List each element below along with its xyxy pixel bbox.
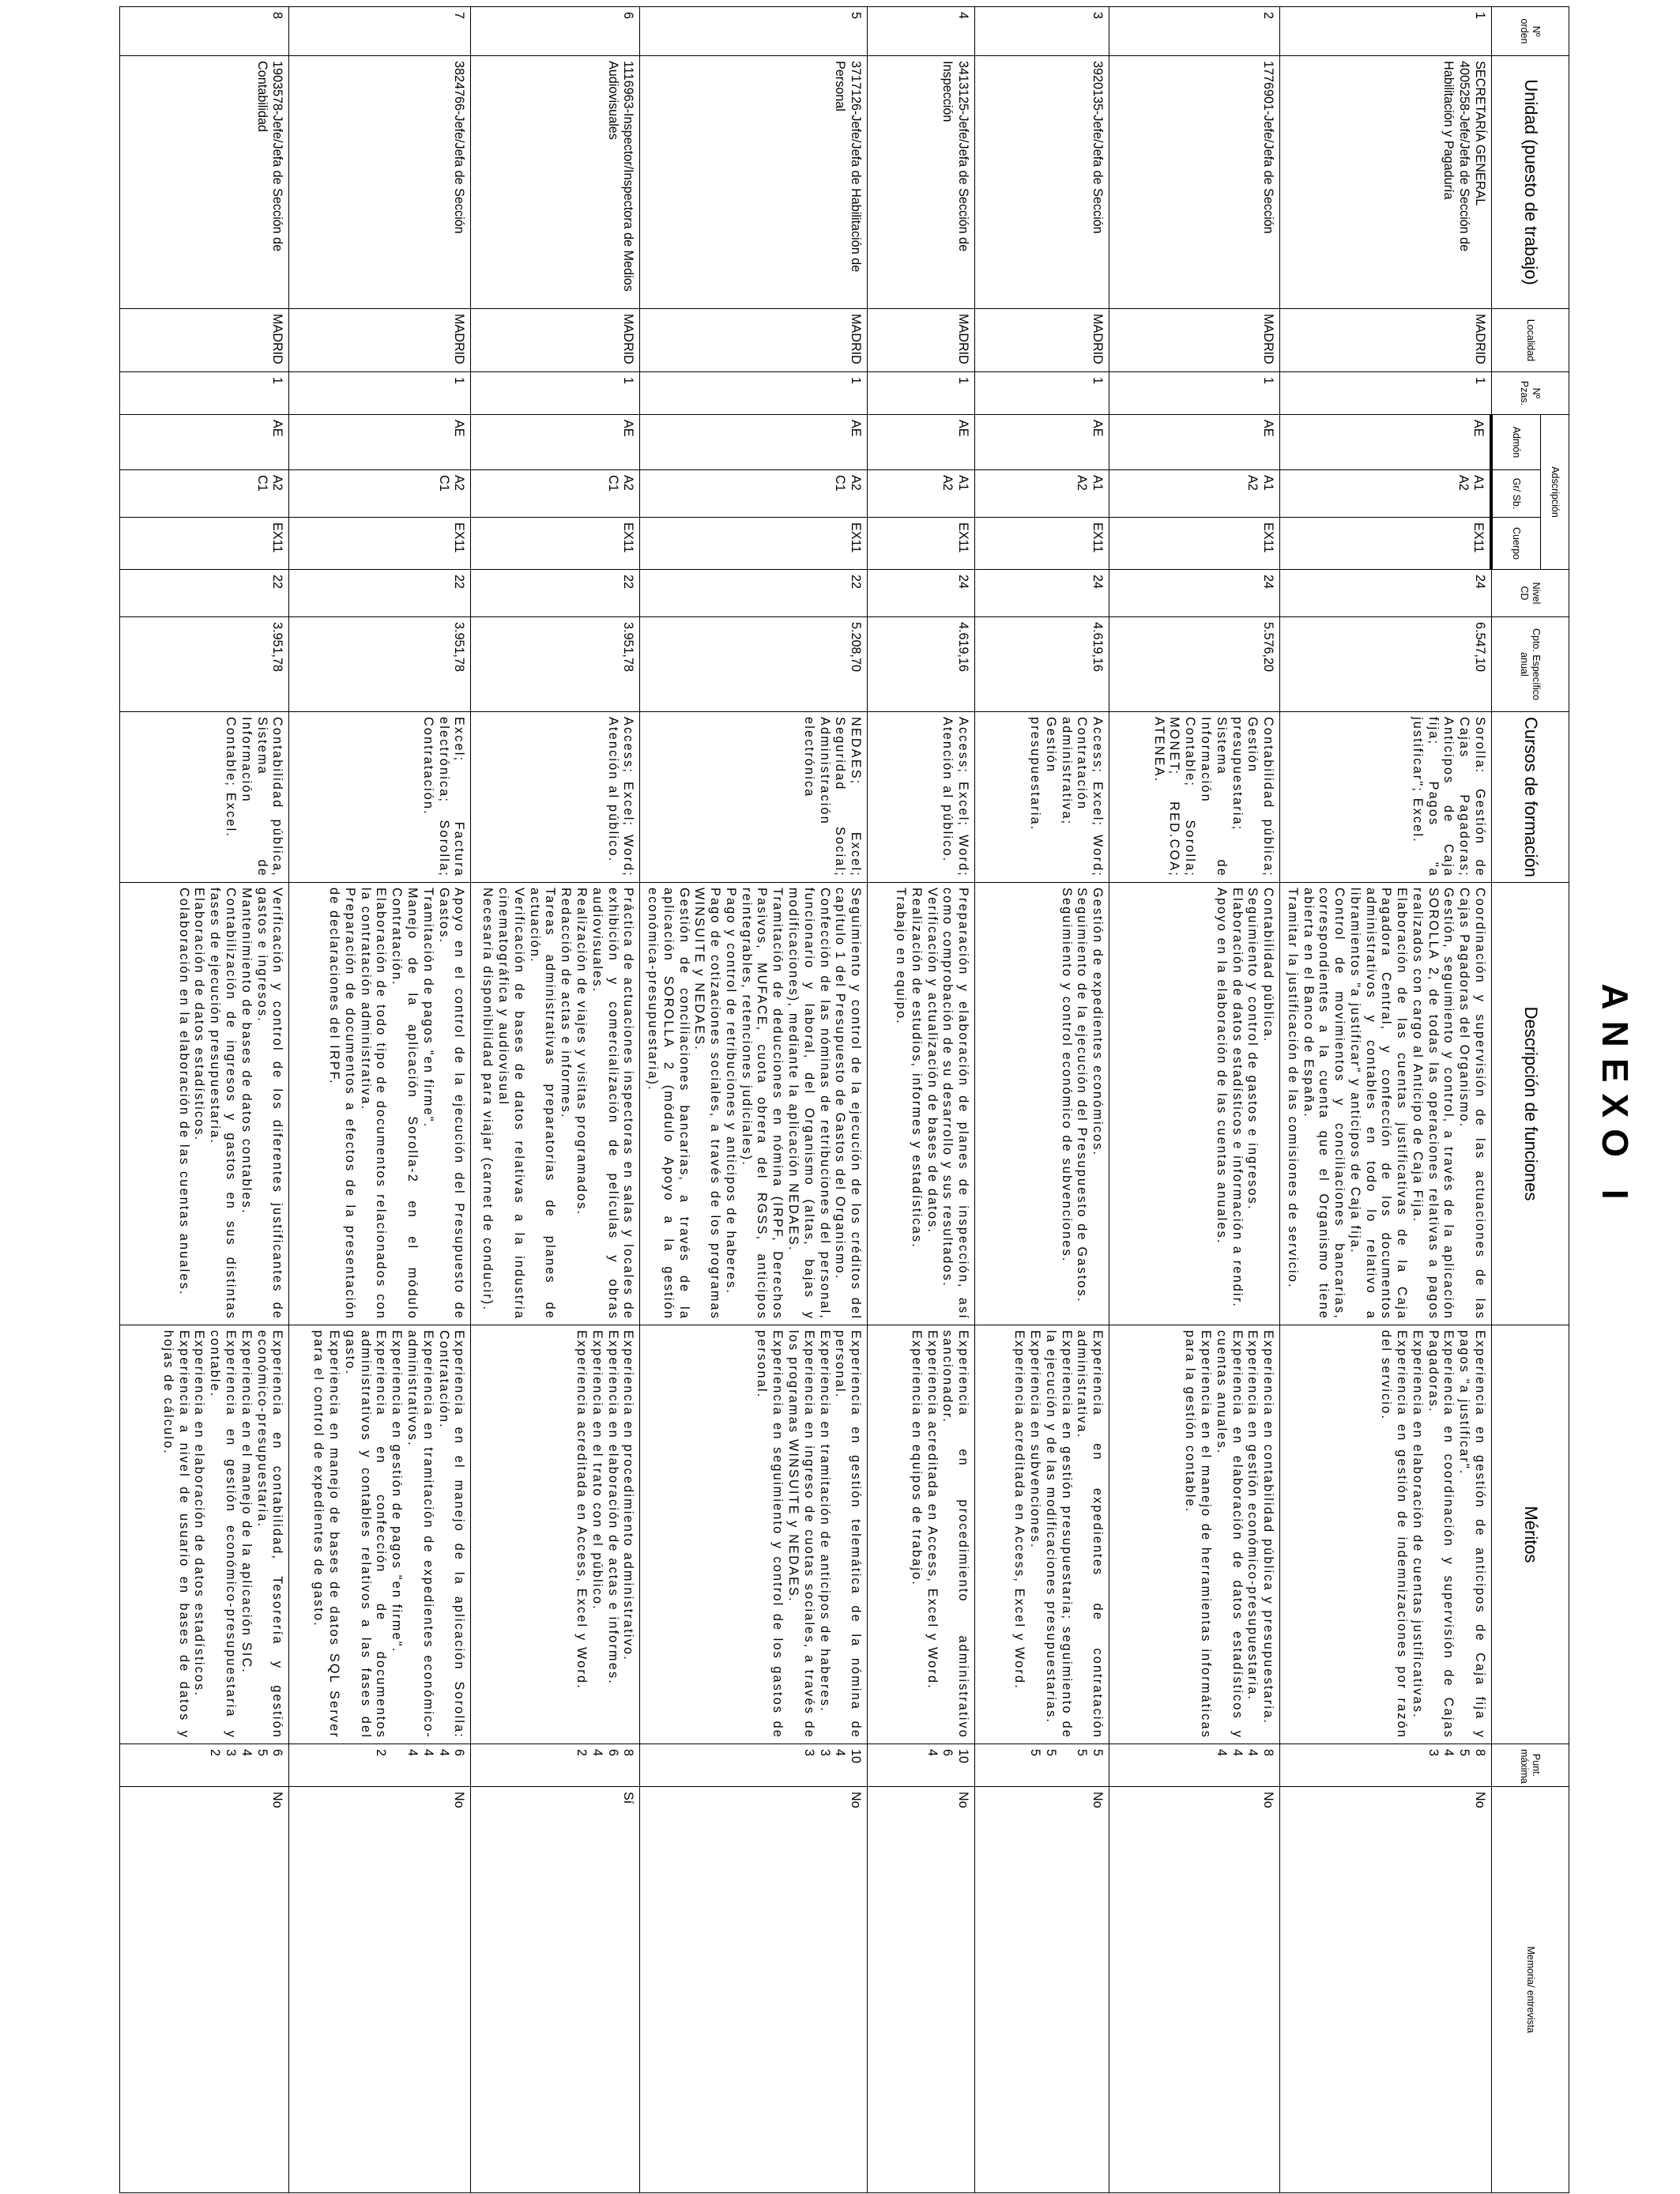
cpto-cell [1109, 617, 1280, 712]
meritos-cell-text: Experiencia en procedimiento administrativo sancionador. Experiencia acreditada en Access, Excel y Word. Experiencia en equipos de trabajo. [909, 1330, 971, 1739]
localidad-cell [289, 309, 471, 372]
cursos-cell [289, 712, 471, 883]
punt-value: 4 [1214, 1749, 1229, 1757]
nivel-cell-text: 22 [849, 575, 864, 590]
punt-value: 8 [1473, 1749, 1487, 1757]
punt-value: 5 [1457, 1749, 1472, 1757]
grsb-cell-text: A1 A2 [1456, 475, 1486, 491]
punt-value: 4 [590, 1749, 605, 1757]
cuerpo-cell-text: EX11 [849, 522, 864, 553]
orden-cell-text: 7 [452, 12, 467, 20]
admon-cell [289, 415, 471, 470]
descripcion-cell [640, 883, 868, 1325]
header-admon: Admón [1492, 415, 1541, 470]
nivel-cell-text: 24 [1473, 575, 1487, 590]
grsb-cell [640, 470, 868, 518]
meritos-cell-text: Experiencia en gestión telemática de la nómina de personal. Experiencia en tramitación de anticipos de haberes. Experiencia en ingreso de cuotas sociales, a través de los programas WINSUITE y NEDAES. Experiencia en seguimiento y control de los gastos de personal. [755, 1330, 864, 1739]
descripcion-cell-text: Verificación y control de los diferentes justificantes de gastos e ingresos. Mantenimiento de bases de datos contables. Contabilización de ingresos y gastos en sus distintas fases de ejecución presupuestaria. Elaboración de datos estadísticos. Colaboración en la elaboración de las cuentas anuales. [176, 888, 285, 1320]
memoria-cell-text: No [849, 1792, 864, 1808]
nivel-cell [120, 570, 289, 617]
localidad-cell [120, 309, 289, 372]
nivel-cell [868, 570, 975, 617]
memoria-cell [471, 1787, 640, 2193]
meritos-cell [868, 1325, 975, 1744]
cpto-cell-text: 4.619,16 [956, 622, 971, 673]
nivel-cell [289, 570, 471, 617]
unidad-cell-text: 3717126-Jefe/Jefa de Habilitación de Personal [833, 61, 864, 273]
localidad-cell-text: MADRID [849, 314, 864, 364]
nivel-cell-text: 24 [956, 575, 971, 590]
punt-value [389, 1749, 405, 1781]
punt-value [1058, 1749, 1074, 1781]
nivel-cell-text: 22 [621, 575, 636, 590]
unidad-cell [1280, 56, 1492, 309]
meritos-cell [1109, 1325, 1280, 1744]
grsb-cell [868, 470, 975, 518]
descripcion-cell [471, 883, 640, 1325]
admon-cell-text: AE [956, 420, 971, 437]
cuerpo-cell [868, 518, 975, 570]
memoria-cell-text: No [1473, 1792, 1487, 1808]
unidad-cell-text: 1903578-Jefe/Jefa de Sección de Contabilidad [254, 61, 285, 252]
grsb-cell-text: A2 C1 [436, 475, 467, 492]
punt-value: 2 [574, 1749, 590, 1757]
descripcion-cell [1109, 883, 1280, 1325]
nivel-cell [1280, 570, 1492, 617]
meritos-cell-text: Experiencia en gestión de anticipos de Caja fija y pagos "a justificar". Experiencia en coordinación y supervisión de Cajas Pagadoras. Experiencia en elaboración de cuentas justificativas. Experiencia en gestión de indemnizaciones por razón del servicio. [1379, 1330, 1487, 1739]
punt-cell [471, 1744, 640, 1787]
punt-cell [1109, 1744, 1280, 1787]
table-row [1109, 7, 1280, 2193]
punt-cell [120, 1744, 289, 1787]
header-cursos: Cursos de formación [1492, 712, 1569, 883]
header-nivel: Nivel CD [1492, 570, 1569, 617]
nivel-cell-text: 24 [1090, 575, 1106, 590]
grsb-cell-text: A2 C1 [605, 475, 636, 492]
cursos-cell [868, 712, 975, 883]
pzas-cell [1280, 372, 1492, 415]
localidad-cell [640, 309, 868, 372]
localidad-cell [471, 309, 640, 372]
cuerpo-cell [289, 518, 471, 570]
grsb-cell-text: A2 C1 [833, 475, 864, 492]
punt-value: 6 [270, 1749, 285, 1757]
memoria-cell-text: No [270, 1792, 285, 1808]
cuerpo-cell [120, 518, 289, 570]
localidad-cell-text: MADRID [1473, 314, 1487, 364]
nivel-cell-text: 24 [1261, 575, 1276, 590]
punt-cell [975, 1744, 1109, 1787]
table-row [640, 7, 868, 2193]
descripcion-cell [975, 883, 1109, 1325]
cursos-cell-text: Access; Excel; Word; Contratación administrativa; Gestión presupuestaria. [1027, 717, 1106, 877]
punt-value: 4 [405, 1749, 420, 1757]
nivel-cell-text: 22 [452, 575, 467, 590]
cpto-cell-text: 4.619,16 [1090, 622, 1106, 673]
orden-cell-text: 5 [849, 12, 864, 20]
header-localidad: Localidad [1492, 309, 1569, 372]
meritos-cell-text: Experiencia en procedimiento administrativo. Experiencia en elaboración de actas e informes. Experiencia en el trato con el público. Experiencia acreditada en Access, Excel y Word. [574, 1330, 636, 1690]
meritos-cell [471, 1325, 640, 1744]
orden-cell [120, 7, 289, 56]
pzas-cell-text: 1 [1090, 377, 1106, 385]
admon-cell [975, 415, 1109, 470]
cursos-cell [1280, 712, 1492, 883]
cursos-cell [640, 712, 868, 883]
punt-value: 4 [436, 1749, 451, 1757]
cursos-cell [1109, 712, 1280, 883]
memoria-cell [975, 1787, 1109, 2193]
pzas-cell [1109, 372, 1280, 415]
header-descripcion: Descripción de funciones [1492, 883, 1569, 1325]
pzas-cell [868, 372, 975, 415]
meritos-cell-text: Experiencia en expedientes de contratación administrativa. Experiencia en gestión presupuestaria; seguimiento de la ejecución y de las modificaciones presupuestarias. Experiencia en subvenciones. Experiencia acreditada en Access, Excel y Word. [1012, 1330, 1106, 1739]
positions-table [119, 6, 1569, 2193]
admon-cell [120, 415, 289, 470]
meritos-cell [289, 1325, 471, 1744]
unidad-cell [640, 56, 868, 309]
admon-cell-text: AE [452, 420, 467, 437]
pzas-cell-text: 1 [849, 377, 864, 385]
memoria-cell-text: No [1090, 1792, 1106, 1808]
localidad-cell-text: MADRID [621, 314, 636, 364]
descripcion-cell-text: Práctica de actuaciones inspectoras en salas y locales de exhibición y comercialización de películas y obras audiovisuales. Realización de viajes y visitas programados. Redacción de actas e informes. Tareas administrativas preparatorias de planes de actuación. Verificación de bases de datos relativas a la industria cinematográfica y audiovisual Necesaria disponibilidad para viajar (carnet de conducir). [480, 888, 636, 1320]
header-memoria: Memoria/ entrevista [1492, 1787, 1569, 2193]
memoria-cell [289, 1787, 471, 2193]
header-unidad: Unidad (puesto de trabajo) [1492, 56, 1569, 309]
localidad-cell-text: MADRID [452, 314, 467, 364]
header-punt: Punt. máxima [1492, 1744, 1569, 1787]
punt-value: 6 [452, 1749, 467, 1757]
pzas-cell [975, 372, 1109, 415]
cuerpo-cell-text: EX11 [270, 522, 285, 553]
punt-value: 2 [208, 1749, 223, 1757]
admon-cell-text: AE [621, 420, 636, 437]
orden-cell [868, 7, 975, 56]
grsb-cell-text: A1 A2 [1245, 475, 1276, 491]
memoria-cell-text: No [452, 1792, 467, 1808]
cpto-cell-text: 3.951,78 [621, 622, 636, 673]
cpto-cell [471, 617, 640, 712]
punt-value: 5 [1075, 1749, 1090, 1757]
unidad-cell-text: 3413125-Jefe/Jefa de Sección de Inspección [940, 61, 971, 252]
cuerpo-cell [1280, 518, 1492, 570]
punt-value: 3 [1426, 1749, 1441, 1757]
admon-cell [1280, 415, 1492, 470]
punt-value: 3 [801, 1749, 816, 1757]
meritos-cell [1280, 1325, 1492, 1744]
cuerpo-cell-text: EX11 [452, 522, 467, 553]
admon-cell-text: AE [1261, 420, 1276, 437]
punt-value: 3 [817, 1749, 832, 1757]
memoria-cell-text: No [956, 1792, 971, 1808]
punt-value: 4 [925, 1749, 940, 1757]
cpto-cell [289, 617, 471, 712]
cuerpo-cell [471, 518, 640, 570]
punt-cell [640, 1744, 868, 1787]
cuerpo-cell-text: EX11 [1090, 522, 1106, 553]
grsb-cell [1109, 470, 1280, 518]
descripcion-cell [868, 883, 975, 1325]
punt-value: 4 [1230, 1749, 1245, 1757]
unidad-cell-text: 1116963-Inspector/Inspectora de Medios Audiovisuales [605, 61, 636, 292]
memoria-cell [1280, 1787, 1492, 2193]
admon-cell [471, 415, 640, 470]
meritos-cell [975, 1325, 1109, 1744]
grsb-cell [289, 470, 471, 518]
cursos-cell-text: NEDAES; Excel; Seguridad Social; Administración electrónica [801, 717, 864, 877]
localidad-cell-text: MADRID [956, 314, 971, 364]
table-body [120, 7, 1492, 2193]
header-grsb: Gr/ Sb. [1492, 470, 1541, 518]
meritos-cell-text: Experiencia en contabilidad, Tesorería y gestión económico-presupuestaria. Experiencia en el manejo de la aplicación SIC. Experiencia en gestión económico-presupuestaria y contable. Experiencia en elaboración de datos estadísticos. Experiencia a nivel de usuario en bases de datos y hojas de cálculo. [160, 1330, 285, 1739]
cuerpo-cell-text: EX11 [1261, 522, 1276, 553]
orden-cell-text: 2 [1261, 12, 1276, 20]
table-row [1280, 7, 1492, 2193]
header-orden: Nº orden [1492, 7, 1569, 56]
cursos-cell [975, 712, 1109, 883]
cpto-cell [868, 617, 975, 712]
cpto-cell [1280, 617, 1492, 712]
pzas-cell-text: 1 [956, 377, 971, 385]
cursos-cell-text: Access; Excel; Word; Atención al público. [605, 717, 636, 877]
unidad-cell [1109, 56, 1280, 309]
punt-value: 10 [849, 1749, 864, 1764]
pzas-cell [640, 372, 868, 415]
cuerpo-cell-text: EX11 [1471, 522, 1486, 553]
nivel-cell [975, 570, 1109, 617]
cursos-cell [471, 712, 640, 883]
pzas-cell [120, 372, 289, 415]
table-row [289, 7, 471, 2193]
header-meritos: Méritos [1492, 1325, 1569, 1744]
meritos-cell [640, 1325, 868, 1744]
pzas-cell-text: 1 [452, 377, 467, 385]
grsb-cell [1280, 470, 1492, 518]
header-cuerpo: Cuerpo [1492, 518, 1541, 570]
grsb-cell-text: A1 A2 [1075, 475, 1106, 491]
punt-value: 4 [833, 1749, 848, 1757]
memoria-cell [868, 1787, 975, 2193]
header-cpto: Cpto. Específico anual [1492, 617, 1569, 712]
localidad-cell [1109, 309, 1280, 372]
pzas-cell [471, 372, 640, 415]
cuerpo-cell-text: EX11 [621, 522, 636, 553]
cuerpo-cell [640, 518, 868, 570]
punt-value: 4 [1441, 1749, 1456, 1757]
pzas-cell-text: 1 [1473, 377, 1487, 385]
descripcion-cell-text: Apoyo en el control de la ejecución del Presupuesto de Gastos. Tramitación de pagos "en firme". Manejo de la aplicación Sorolla-2 en el módulo Contratación. Elaboración de todo tipo de documentos relacionados con la contratación administrativa. Preparación de documentos a efectos de la presentación de declaraciones del IRPF. [327, 888, 467, 1320]
unidad-cell-text: 3920135-Jefe/Jefa de Sección [1090, 61, 1106, 234]
nivel-cell [1109, 570, 1280, 617]
punt-value: 10 [956, 1749, 971, 1764]
meritos-cell-text: Experiencia en el manejo de la aplicación Sorolla: Contratación. Experiencia en tramitación de expedientes económico-administrativos. Experiencia en gestión de pagos "en firme". Experiencia en confección de documentos administrativos y contables relativos a las fases del gasto. Experiencia en manejo de bases de datos SQL Server para el control de expedientes de gasto. [311, 1330, 467, 1739]
unidad-cell [289, 56, 471, 309]
punt-value: 6 [940, 1749, 955, 1757]
orden-cell [640, 7, 868, 56]
grsb-cell-text: A2 C1 [254, 475, 285, 492]
cpto-cell-text: 3.951,78 [270, 622, 285, 673]
punt-value: 5 [1027, 1749, 1042, 1757]
orden-cell-text: 1 [1473, 12, 1487, 20]
header-pzas: Nº Pzas. [1492, 372, 1569, 415]
memoria-cell-text: Sí [621, 1792, 636, 1804]
punt-value: 8 [621, 1749, 636, 1757]
unidad-cell-text: 3824766-Jefe/Jefa de Sección [452, 61, 467, 234]
descripcion-cell [289, 883, 471, 1325]
descripcion-cell-text: Seguimiento y control de la ejecución de los créditos del capítulo 1 del Presupuesto de Gastos del Organismo. Confección de las nóminas de retribuciones del personal, funcionario y laboral, del Organismo (altas, bajas y modificaciones), mediante la aplicación NEDAES. Tramitación de deducciones en nómina (IRPF, Derechos Pasivos, MUFACE, cuota obrera del RGSS, anticipos reintegrables, retenciones judiciales). Pago y control de retribuciones y anticipos de haberes. Pago de cotizaciones sociales, a través de los programas WINSUITE y NEDAES. Gestión de conciliaciones bancarias, a través de la aplicación SOROLLA 2 (módulo Apoyo a la gestión económica-presupuestaria). [646, 888, 864, 1320]
cpto-cell-text: 6.547,10 [1473, 622, 1487, 673]
punt-value: 8 [1261, 1749, 1276, 1757]
memoria-cell [120, 1787, 289, 2193]
punt-value: 5 [1043, 1749, 1058, 1757]
punt-value: 3 [224, 1749, 239, 1757]
punt-value: 4 [420, 1749, 435, 1757]
meritos-cell-text: Experiencia en contabilidad pública y presupuestaria. Experiencia en gestión económico-presupuestaria. Experiencia en elaboración de datos estadísticos y cuentas anuales. Experiencia en el manejo de herramientas informáticas para la gestión contable. [1183, 1330, 1276, 1739]
grsb-cell [975, 470, 1109, 518]
punt-value: 2 [374, 1749, 389, 1757]
table-row [975, 7, 1109, 2193]
localidad-cell [868, 309, 975, 372]
punt-cell [868, 1744, 975, 1787]
table-row [120, 7, 289, 2193]
nivel-cell [471, 570, 640, 617]
descripcion-cell-text: Coordinación y supervisión de las actuaciones de las Cajas Pagadoras del Organismo. Gestión, seguimiento y control, a través de la aplicación SOROLLA 2, de todas las operaciones relativas a pagos realizados con cargo al Anticipo de Caja Fija. Elaboración de las cuentas justificativas de la Caja Pagadora Central, y confección de los documentos administrativos y contables en todo lo relativo a libramientos "a justificar" y anticipos de Caja fija. Control de movimientos y conciliaciones bancarias, correspondientes a la cuenta que el Organismo tiene abierta en el Banco de España. Tramitar la justificación de las comisiones de servicio. [1285, 888, 1487, 1320]
punt-value: 5 [254, 1749, 269, 1757]
cursos-cell-text: Sorolla: Gestión de Cajas Pagadoras; Anticipos de Caja fija; Pagos "a justificar"; Excel. [1410, 717, 1487, 877]
orden-cell [1109, 7, 1280, 56]
grsb-cell-text: A1 A2 [940, 475, 971, 491]
table-row [471, 7, 640, 2193]
descripcion-cell-text: Gestión de expedientes económicos. Seguimiento de la ejecución del Presupuesto de Gastos. Seguimiento y control económico de subvenciones. [1059, 888, 1106, 1303]
unidad-cell-text: SECRETARÍA GENERAL 4005258-Jefe/Jefa de Sección de Habilitación y Pagaduría [1441, 61, 1487, 252]
admon-cell-text: AE [1090, 420, 1106, 437]
descripcion-cell [120, 883, 289, 1325]
punt-value: 6 [605, 1749, 620, 1757]
admon-cell [640, 415, 868, 470]
nivel-cell [640, 570, 868, 617]
orden-cell-text: 3 [1090, 12, 1106, 20]
punt-value: 4 [239, 1749, 254, 1757]
localidad-cell-text: MADRID [1261, 314, 1276, 364]
cursos-cell-text: Access; Excel; Word; Atención al público. [940, 717, 971, 877]
orden-cell [1280, 7, 1492, 56]
cpto-cell [975, 617, 1109, 712]
pzas-cell-text: 1 [621, 377, 636, 385]
descripcion-cell-text: Preparación y elaboración de planes de inspección, así como comprobación de su desarrollo y sus resultados. Verificación y actualización de bases de datos. Realización de estudios, informes y estadísticas. Trabajo en equipo. [893, 888, 971, 1320]
unidad-cell [120, 56, 289, 309]
page-title: ANEXO I [1595, 983, 1636, 1211]
pzas-cell [289, 372, 471, 415]
meritos-cell [120, 1325, 289, 1744]
unidad-cell [868, 56, 975, 309]
cuerpo-cell [975, 518, 1109, 570]
cpto-cell [640, 617, 868, 712]
orden-cell-text: 4 [956, 12, 971, 20]
cpto-cell [120, 617, 289, 712]
cuerpo-cell-text: EX11 [956, 522, 971, 553]
cuerpo-cell [1109, 518, 1280, 570]
table-row [868, 7, 975, 2193]
localidad-cell-text: MADRID [1090, 314, 1106, 364]
punt-cell [1280, 1744, 1492, 1787]
cpto-cell-text: 5.576,20 [1261, 622, 1276, 673]
grsb-cell [471, 470, 640, 518]
memoria-cell [640, 1787, 868, 2193]
pzas-cell-text: 1 [1261, 377, 1276, 385]
orden-cell-text: 6 [621, 12, 636, 20]
descripcion-cell-text: Contabilidad pública. Seguimiento y control de gastos e ingresos. Elaboración de datos estadísticos e información a rendir. Apoyo en la elaboración de las cuentas anuales. [1214, 888, 1276, 1309]
memoria-cell-text: No [1261, 1792, 1276, 1808]
unidad-cell [975, 56, 1109, 309]
admon-cell [1109, 415, 1280, 470]
admon-cell [868, 415, 975, 470]
admon-cell-text: AE [270, 420, 285, 437]
cpto-cell-text: 5.208,70 [849, 622, 864, 673]
descripcion-cell [1280, 883, 1492, 1325]
admon-cell-text: AE [1471, 420, 1486, 437]
punt-cell [289, 1744, 471, 1787]
grsb-cell [120, 470, 289, 518]
cursos-cell-text: Contabilidad pública; Gestión presupuestaria; Sistema de Información Contable; Sorolla; MONET; RED.COA; ATENEA. [1151, 717, 1276, 877]
nivel-cell-text: 22 [270, 575, 285, 590]
header-adscripcion: Adscripción [1541, 415, 1569, 570]
pzas-cell-text: 1 [270, 377, 285, 385]
punt-value: 5 [1090, 1749, 1106, 1757]
unidad-cell-text: 1776901-Jefe/Jefa de Sección [1261, 61, 1276, 234]
orden-cell [975, 7, 1109, 56]
cpto-cell-text: 3.951,78 [452, 622, 467, 673]
localidad-cell [1280, 309, 1492, 372]
localidad-cell-text: MADRID [270, 314, 285, 364]
orden-cell [289, 7, 471, 56]
memoria-cell [1109, 1787, 1280, 2193]
unidad-cell [471, 56, 640, 309]
punt-value: 4 [1245, 1749, 1260, 1757]
cursos-cell [120, 712, 289, 883]
cursos-cell-text: Contabilidad pública, Sistema de Información Contable; Excel. [224, 717, 285, 877]
orden-cell-text: 8 [270, 12, 285, 20]
orden-cell [471, 7, 640, 56]
localidad-cell [975, 309, 1109, 372]
admon-cell-text: AE [849, 420, 864, 437]
cursos-cell-text: Excel; Factura electrónica; Sorolla; Contratación. [420, 717, 467, 877]
